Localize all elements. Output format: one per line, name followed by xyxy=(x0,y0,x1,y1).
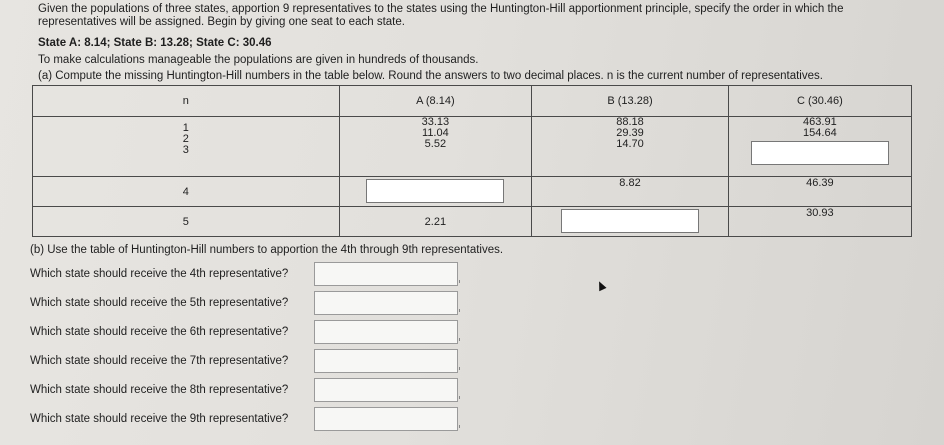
answer-9th-input[interactable] xyxy=(314,407,458,431)
n-cell-4: 4 xyxy=(33,177,340,207)
answer-6th-input[interactable] xyxy=(314,320,458,344)
table-row-n5 xyxy=(33,207,912,237)
hh-value: 88.18 xyxy=(616,116,644,128)
table-row-n1-3 xyxy=(33,117,912,177)
hh-value: 29.39 xyxy=(616,127,644,139)
n-value: 2 xyxy=(182,133,189,145)
question-9th: Which state should receive the 9th representative? xyxy=(30,413,289,425)
hh-value: 33.13 xyxy=(421,116,450,128)
c-values-1-3 xyxy=(728,117,911,177)
table-header-row xyxy=(33,86,912,117)
a-values-1-3 xyxy=(339,117,532,177)
header-b: B (13.28) xyxy=(532,86,729,117)
b5-cell xyxy=(532,207,729,237)
header-n: n xyxy=(33,86,340,117)
hh-value: 5.52 xyxy=(424,138,447,150)
n-value: 1 xyxy=(182,122,189,134)
a4-answer-input[interactable] xyxy=(366,179,504,203)
answer-8th-input[interactable] xyxy=(314,378,458,402)
c3-answer-input[interactable] xyxy=(751,141,889,165)
hh-value: 11.04 xyxy=(422,127,449,139)
b5-answer-input[interactable] xyxy=(561,209,699,233)
question-5th: Which state should receive the 5th representative? xyxy=(30,297,289,309)
answer-4th-input[interactable] xyxy=(314,262,458,286)
header-c: C (30.46) xyxy=(728,86,911,117)
mouse-cursor-icon xyxy=(595,280,606,292)
c5-cell: 30.93 xyxy=(728,207,911,237)
n-cell-5: 5 xyxy=(33,207,340,237)
answer-5th-input[interactable] xyxy=(314,291,458,315)
hh-value: 14.70 xyxy=(616,138,644,150)
table-row-n4 xyxy=(33,177,912,207)
hh-value: 154.64 xyxy=(803,127,837,139)
header-a: A (8.14) xyxy=(339,86,532,117)
question-4th: Which state should receive the 4th representative? xyxy=(30,268,289,280)
question-7th: Which state should receive the 7th representative? xyxy=(30,355,289,367)
huntington-hill-table xyxy=(32,85,912,237)
problem-intro: Given the populations of three states, apportion 9 representatives to the states using the Huntington-Hill apportionment principle, specify the order in which the representatives will be assigned. Begin by giving one seat to each state. xyxy=(38,3,844,28)
part-a-instructions: (a) Compute the missing Huntington-Hill numbers in the table below. Round the answers to two decimal places. n is the current number of representatives. xyxy=(38,70,823,82)
note-line: To make calculations manageable the populations are given in hundreds of thousands. xyxy=(38,54,479,66)
a4-cell xyxy=(339,177,532,207)
n-cell-1-3 xyxy=(33,117,340,177)
answer-7th-input[interactable] xyxy=(314,349,458,373)
part-b-instructions: (b) Use the table of Huntington-Hill numbers to apportion the 4th through 9th representatives. xyxy=(30,244,504,256)
populations-line: State A: 8.14; State B: 13.28; State C: 30.46 xyxy=(38,37,272,49)
c4-cell: 46.39 xyxy=(728,177,911,207)
hh-value: 463.91 xyxy=(803,116,837,128)
b4-cell: 8.82 xyxy=(532,177,729,207)
question-6th: Which state should receive the 6th representative? xyxy=(30,326,289,338)
a5-cell: 2.21 xyxy=(339,207,532,237)
question-8th: Which state should receive the 8th representative? xyxy=(30,384,289,396)
n-value: 3 xyxy=(182,144,189,156)
b-values-1-3 xyxy=(532,117,729,177)
